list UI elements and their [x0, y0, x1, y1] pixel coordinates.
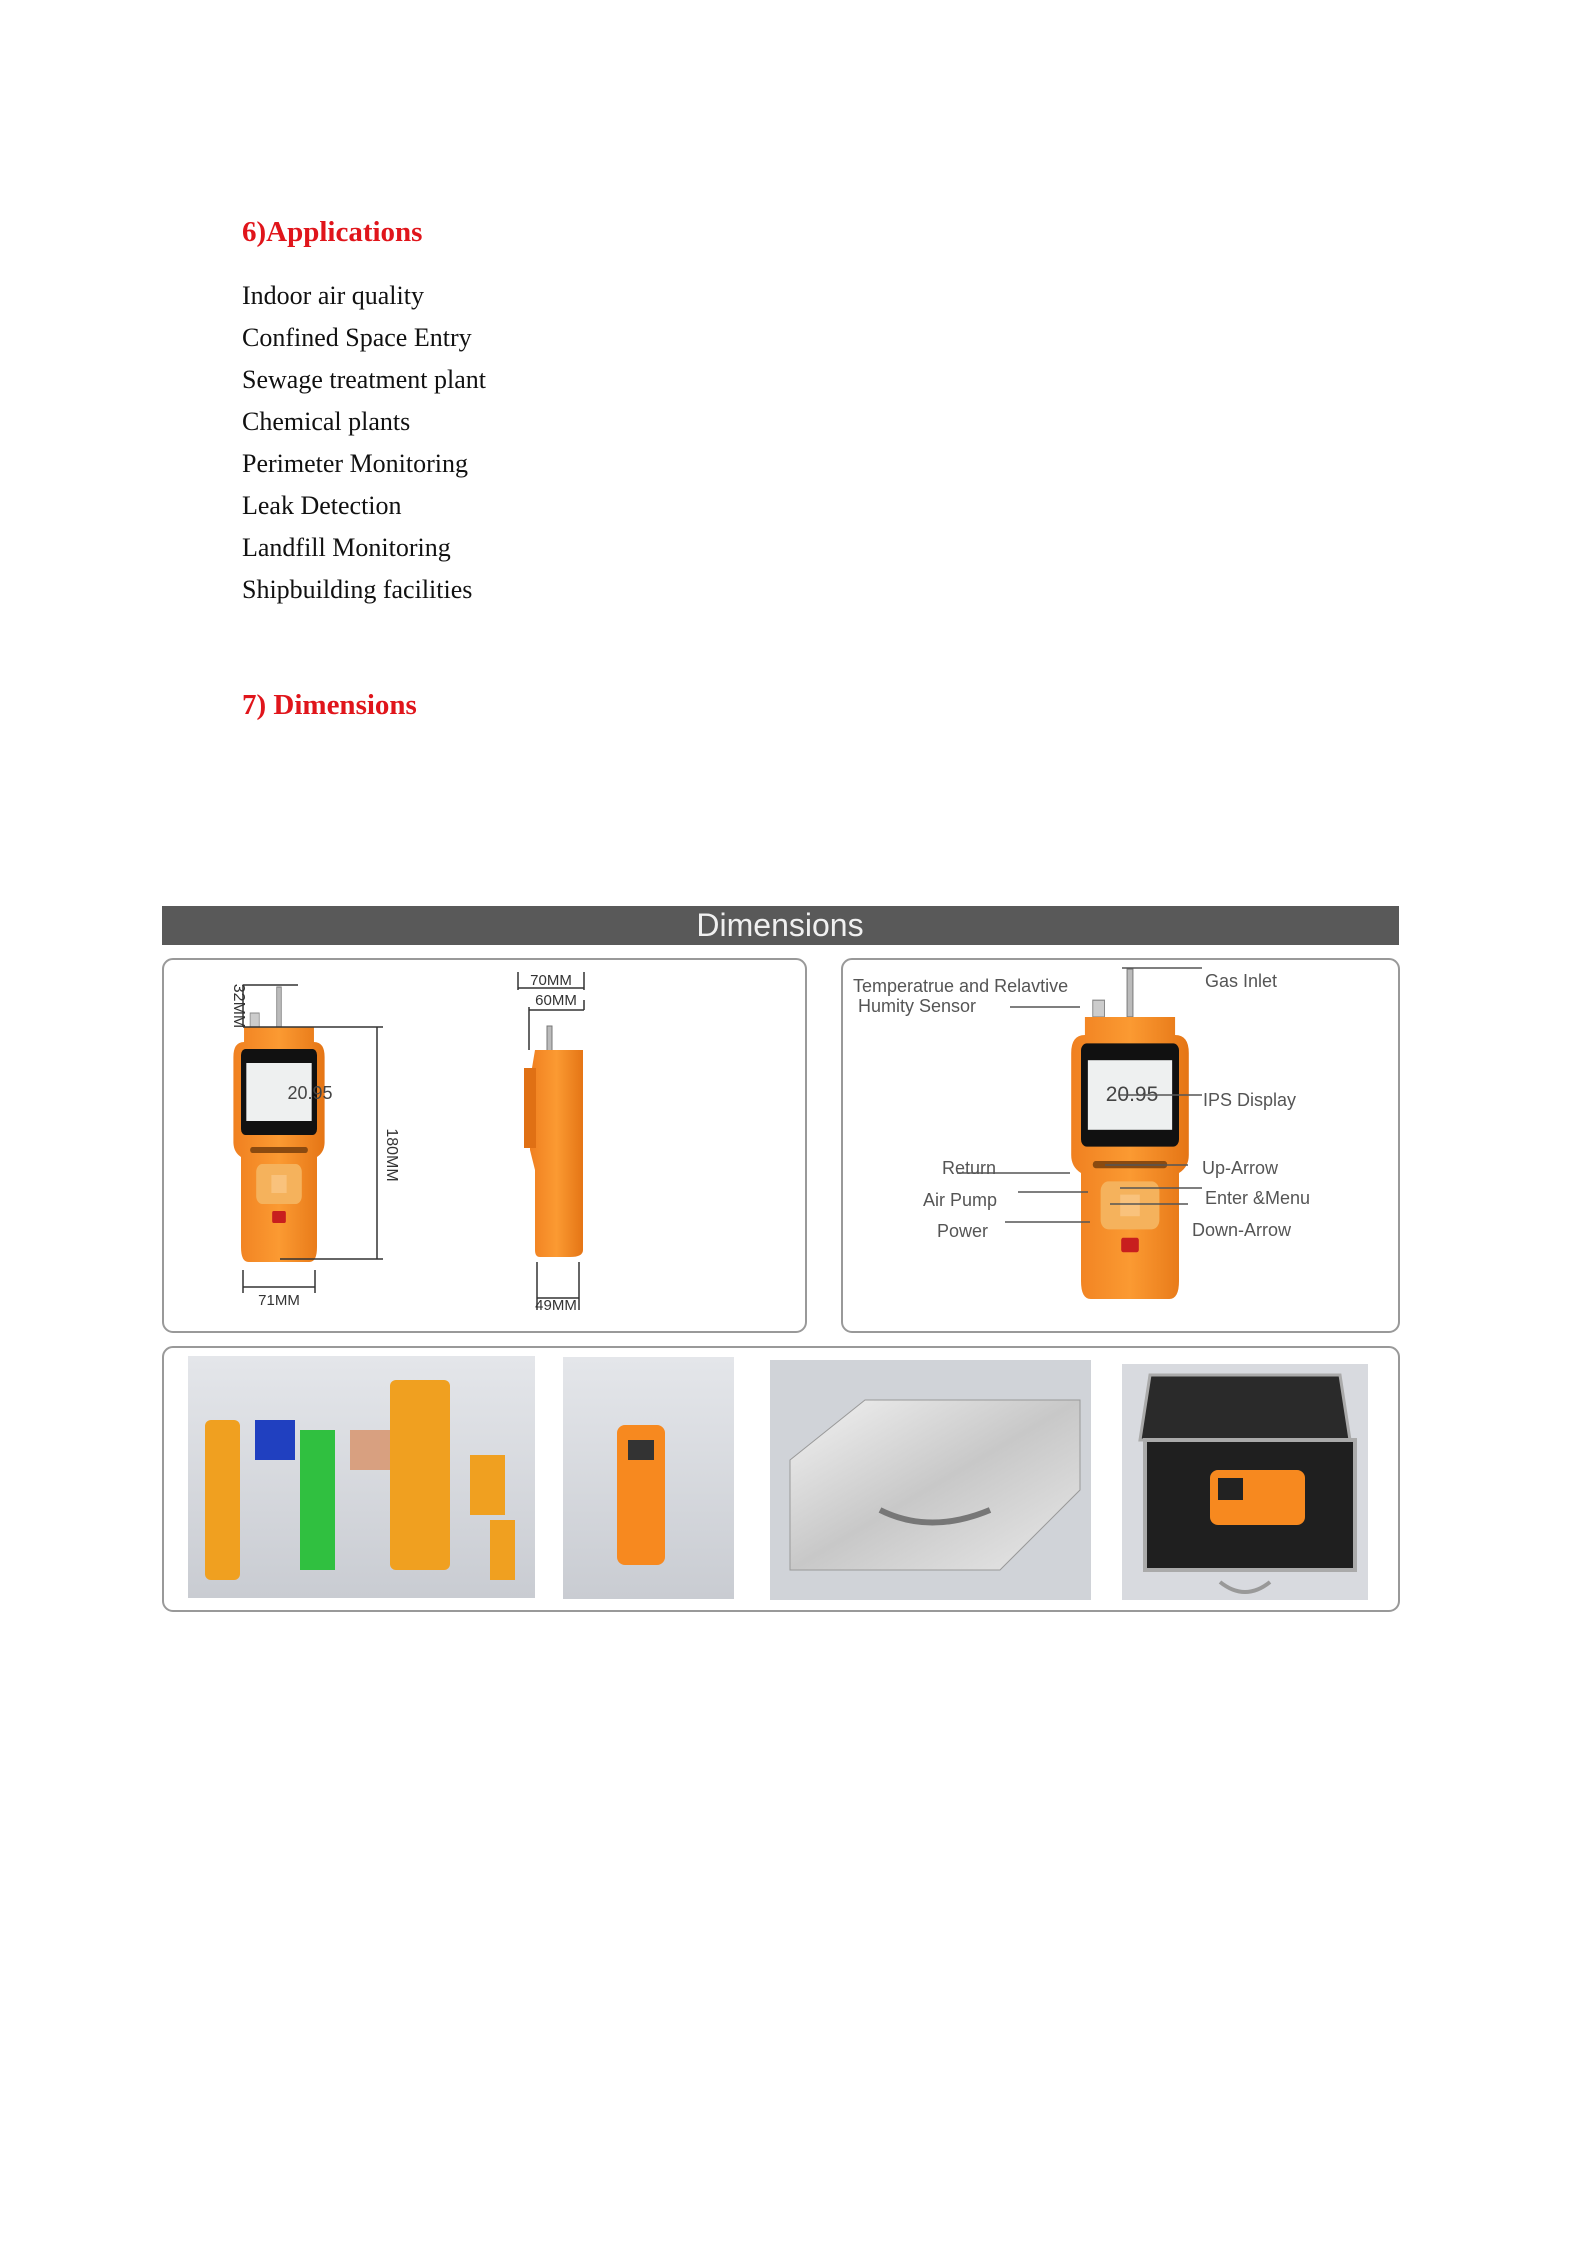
ips-display-label: IPS Display [1203, 1090, 1297, 1110]
photo-device-back [563, 1357, 734, 1599]
sensor-label-line2: Humity Sensor [858, 996, 977, 1016]
photo-carrying-case-open [1122, 1364, 1368, 1600]
dimensions-heading: 7) Dimensions [242, 689, 417, 721]
list-item: Chemical plants [242, 407, 411, 436]
sensor-label-line1: Temperatrue and Relavtive [853, 976, 1069, 996]
list-item: Indoor air quality [242, 281, 424, 310]
height-top-label: 32MM [230, 983, 247, 1029]
applications-list [242, 275, 486, 611]
height-label: 180MM [383, 1128, 400, 1182]
power-label: Power [937, 1221, 989, 1241]
list-item: Confined Space Entry [242, 323, 472, 352]
enter-menu-label: Enter &Menu [1205, 1188, 1311, 1208]
up-arrow-label: Up-Arrow [1202, 1158, 1279, 1178]
banner-title: Dimensions [696, 907, 864, 943]
depth-top-label: 70MM [530, 972, 572, 989]
list-item: Landfill Monitoring [242, 533, 451, 562]
list-item: Shipbuilding facilities [242, 575, 473, 604]
list-item: Sewage treatment plant [242, 365, 487, 394]
gas-inlet-label: Gas Inlet [1205, 971, 1278, 991]
photo-carrying-case-closed [770, 1360, 1091, 1600]
front-reading: 20.95 [287, 1083, 333, 1103]
dimensions-figure [162, 900, 1402, 1616]
list-item: Perimeter Monitoring [242, 449, 469, 478]
depth-mid-label: 60MM [535, 992, 577, 1009]
down-arrow-label: Down-Arrow [1192, 1220, 1292, 1240]
photo-exploded-view [188, 1356, 535, 1598]
applications-heading: 6)Applications [242, 216, 423, 248]
return-label: Return [942, 1158, 997, 1178]
list-item: Leak Detection [242, 491, 402, 520]
width-label: 71MM [258, 1292, 300, 1309]
depth-bottom-label: 49MM [535, 1297, 577, 1314]
air-pump-label: Air Pump [923, 1190, 998, 1210]
callout-reading: 20.95 [1105, 1083, 1159, 1106]
